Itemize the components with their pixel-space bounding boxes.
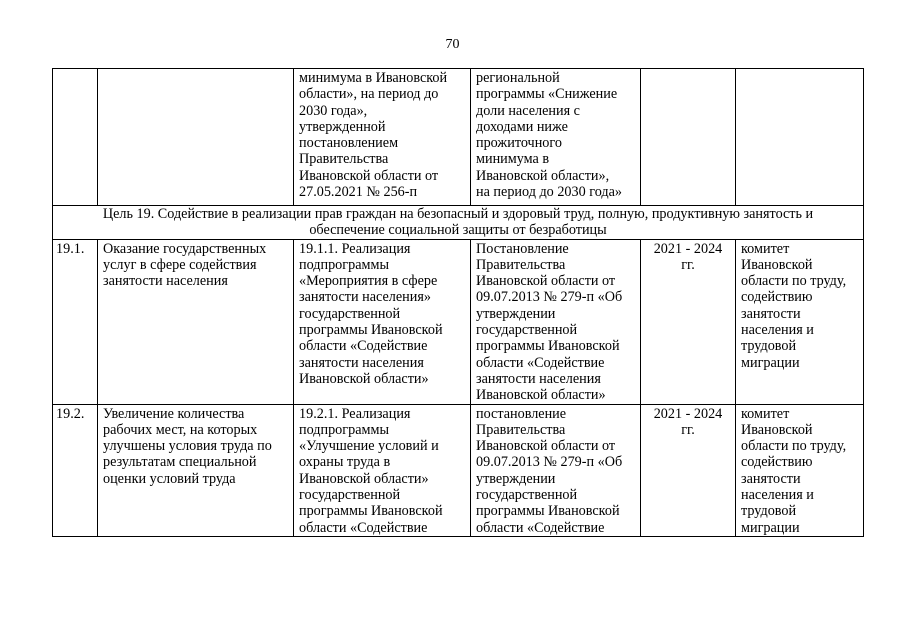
cell-period: 2021 - 2024 гг.: [641, 239, 736, 404]
cell-responsible: комитет Ивановской области по труду, содействию занятости населения и трудовой миграции: [736, 239, 864, 404]
cell-num: 19.2.: [53, 404, 98, 536]
goal-19-row: [53, 206, 864, 240]
cell-period: [641, 69, 736, 206]
cell-event: Оказание государственных услуг в сфере содействия занятости населения: [98, 239, 294, 404]
cell-doc-name: минимума в Ивановской области», на период до 2030 года», утвержденной постановлением Правительства Ивановской области от 27.05.2021 № 256-п: [294, 69, 471, 206]
cell-basis: постановление Правительства Ивановской области от 09.07.2013 № 279-п «Об утверждении государственной программы Ивановской области «Содействие: [471, 404, 641, 536]
table-row-19-1: [53, 239, 864, 404]
goal-19-heading: Цель 19. Содействие в реализации прав граждан на безопасный и здоровый труд, полную, продуктивную занятость и обеспечение социальной защиты от безработицы: [53, 206, 864, 240]
cell-num: 19.1.: [53, 239, 98, 404]
cell-doc-name: 19.2.1. Реализация подпрограммы «Улучшение условий и охраны труда в Ивановской области» государственной программы Ивановской области «Содействие: [294, 404, 471, 536]
cell-num: [53, 69, 98, 206]
cell-basis: Постановление Правительства Ивановской области от 09.07.2013 № 279-п «Об утверждении государственной программы Ивановской области «Содействие занятости населения Ивановской области»: [471, 239, 641, 404]
cell-basis: региональной программы «Снижение доли населения с доходами ниже прожиточного минимума в Ивановской области», на период до 2030 года»: [471, 69, 641, 206]
cell-responsible: комитет Ивановской области по труду, содействию занятости населения и трудовой миграции: [736, 404, 864, 536]
cell-event: [98, 69, 294, 206]
measures-table: [52, 68, 864, 537]
cell-responsible: [736, 69, 864, 206]
table-row-19-2: [53, 404, 864, 536]
cell-period: 2021 - 2024 гг.: [641, 404, 736, 536]
table-row-continuation: [53, 69, 864, 206]
cell-event: Увеличение количества рабочих мест, на которых улучшены условия труда по результатам специальной оценки условий труда: [98, 404, 294, 536]
page-number: 70: [445, 37, 460, 52]
cell-doc-name: 19.1.1. Реализация подпрограммы «Мероприятия в сфере занятости населения» государственной программы Ивановской области «Содействие занятости населения Ивановской области»: [294, 239, 471, 404]
